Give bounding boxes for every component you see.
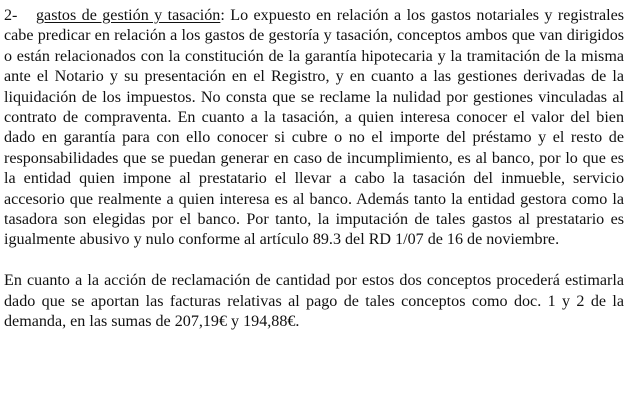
item-number: 2- — [4, 7, 18, 24]
conclusion-paragraph: En cuanto a la acción de reclamación de cantidad por estos dos conceptos procederá estimarla dado que se aportan las facturas relativas al pago de tales conceptos como doc. 1 y 2 de la demanda, en las sumas de 207,19€ y 194,88€. — [4, 272, 624, 331]
item-paragraph — [4, 6, 624, 251]
document-page — [4, 6, 624, 332]
item-body: : Lo expuesto en relación a los gastos notariales y registrales cabe predicar en relación a los gastos de gestoría y tasación, conceptos ambos que van dirigidos o están relacionados con la constitución de la garantía hipotecaria y la tramitación de la misma ante el Notario y su presentación en el Registro, y en cuanto a las gestiones derivadas de la liquidación de los impuestos. No consta que se reclame la nulidad por gestiones vinculadas al contrato de compraventa. En cuanto a la tasación, a quien interesa conocer el valor del bien dado en garantía para con ello conocer si cubre o no el importe del préstamo y el resto de responsabilidades que se puedan generar en caso de incumplimiento, es al banco, por lo que es la entidad quien impone al prestatario el llevar a cabo la tasación del inmueble, servicio accesorio que realmente a quien interesa es al banco. Además tanto la entidad gestora como la tasadora son elegidas por el banco. Por tanto, la imputación de tales gastos al prestatario es igualmente abusivo y nulo conforme al artículo 89.3 del RD 1/07 de 16 de noviembre. — [4, 7, 624, 249]
item-heading: gastos de gestión y tasación — [36, 7, 221, 24]
